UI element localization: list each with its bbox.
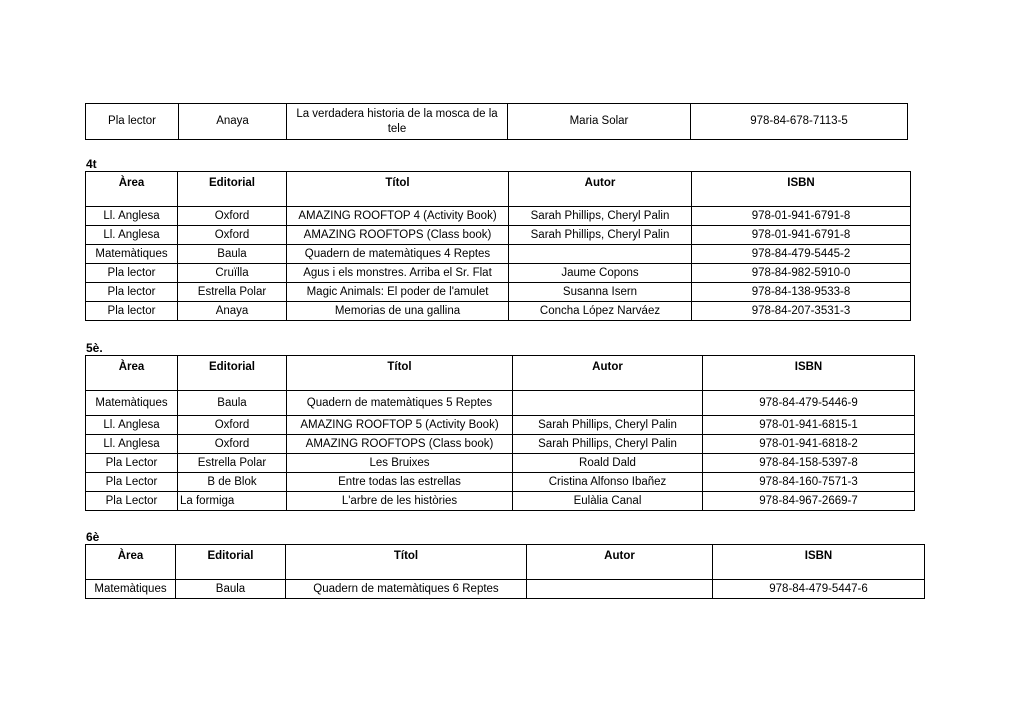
cell-author: Concha López Narváez (509, 302, 692, 321)
cell-isbn: 978-84-207-3531-3 (692, 302, 911, 321)
cell-title: AMAZING ROOFTOPS (Class book) (287, 435, 513, 454)
header-author: Autor (527, 545, 713, 580)
cell-area: Pla lector (86, 283, 178, 302)
cell-isbn: 978-01-941-6815-1 (703, 416, 915, 435)
cell-editorial: Cruïlla (178, 264, 287, 283)
cell-author: Sarah Phillips, Cheryl Palin (513, 416, 703, 435)
table-row (86, 207, 911, 226)
cell-author: Jaume Copons (509, 264, 692, 283)
cell-area: Matemàtiques (86, 391, 178, 416)
cell-isbn: 978-84-138-9533-8 (692, 283, 911, 302)
header-isbn: ISBN (692, 172, 911, 207)
cell-editorial: Estrella Polar (178, 283, 287, 302)
cell-area: Pla lector (86, 104, 179, 140)
section-label-5e: 5è. (86, 341, 103, 355)
table-row (86, 264, 911, 283)
section-label-4t: 4t (86, 157, 97, 171)
cell-editorial: Baula (176, 580, 286, 599)
header-author: Autor (509, 172, 692, 207)
cell-isbn: 978-84-479-5446-9 (703, 391, 915, 416)
cell-area: Ll. Anglesa (86, 207, 178, 226)
cell-title: AMAZING ROOFTOP 5 (Activity Book) (287, 416, 513, 435)
section-label-6e: 6è (86, 530, 100, 544)
header-editorial: Editorial (176, 545, 286, 580)
header-area: Àrea (86, 356, 178, 391)
table-header-row (86, 356, 915, 391)
cell-author: Roald Dald (513, 454, 703, 473)
header-isbn: ISBN (703, 356, 915, 391)
header-editorial: Editorial (178, 356, 287, 391)
cell-author (513, 391, 703, 416)
table-row (86, 283, 911, 302)
cell-area: Pla Lector (86, 454, 178, 473)
cell-title: Entre todas las estrellas (287, 473, 513, 492)
table-row (86, 391, 915, 416)
cell-area: Matemàtiques (86, 580, 176, 599)
table-row (86, 104, 908, 140)
cell-author: Maria Solar (508, 104, 691, 140)
cell-author (509, 245, 692, 264)
table-row (86, 226, 911, 245)
header-area: Àrea (86, 545, 176, 580)
cell-area: Matemàtiques (86, 245, 178, 264)
table-6e (85, 544, 925, 599)
top-table (85, 103, 908, 140)
cell-area: Pla lector (86, 264, 178, 283)
cell-editorial: Baula (178, 391, 287, 416)
cell-editorial: B de Blok (178, 473, 287, 492)
cell-editorial: Oxford (178, 207, 287, 226)
cell-isbn: 978-84-158-5397-8 (703, 454, 915, 473)
cell-title: Magic Animals: El poder de l'amulet (287, 283, 509, 302)
cell-isbn: 978-01-941-6791-8 (692, 226, 911, 245)
table-row (86, 473, 915, 492)
table-header-row (86, 172, 911, 207)
cell-isbn: 978-01-941-6791-8 (692, 207, 911, 226)
table-row (86, 416, 915, 435)
cell-area: Pla Lector (86, 473, 178, 492)
cell-title: AMAZING ROOFTOPS (Class book) (287, 226, 509, 245)
cell-isbn: 978-84-160-7571-3 (703, 473, 915, 492)
cell-title: Quadern de matemàtiques 5 Reptes (287, 391, 513, 416)
cell-isbn: 978-01-941-6818-2 (703, 435, 915, 454)
table-row (86, 245, 911, 264)
cell-isbn: 978-84-967-2669-7 (703, 492, 915, 511)
cell-title: AMAZING ROOFTOP 4 (Activity Book) (287, 207, 509, 226)
table-header-row (86, 545, 925, 580)
table-row (86, 492, 915, 511)
header-title: Títol (287, 172, 509, 207)
cell-title: La verdadera historia de la mosca de la tele (287, 104, 508, 140)
cell-editorial: La formiga (178, 492, 287, 511)
cell-author (527, 580, 713, 599)
cell-editorial: Anaya (178, 302, 287, 321)
table-row (86, 302, 911, 321)
table-row (86, 454, 915, 473)
table-row (86, 435, 915, 454)
cell-title: Quadern de matemàtiques 6 Reptes (286, 580, 527, 599)
cell-area: Ll. Anglesa (86, 416, 178, 435)
cell-area: Ll. Anglesa (86, 435, 178, 454)
cell-editorial: Oxford (178, 226, 287, 245)
header-editorial: Editorial (178, 172, 287, 207)
cell-author: Sarah Phillips, Cheryl Palin (513, 435, 703, 454)
header-title: Títol (287, 356, 513, 391)
cell-title: Quadern de matemàtiques 4 Reptes (287, 245, 509, 264)
table-row (86, 580, 925, 599)
table-4t (85, 171, 911, 321)
cell-title: Agus i els monstres. Arriba el Sr. Flat (287, 264, 509, 283)
cell-isbn: 978-84-479-5445-2 (692, 245, 911, 264)
cell-title: Les Bruixes (287, 454, 513, 473)
header-isbn: ISBN (713, 545, 925, 580)
cell-area: Ll. Anglesa (86, 226, 178, 245)
cell-editorial: Oxford (178, 416, 287, 435)
cell-editorial: Estrella Polar (178, 454, 287, 473)
cell-area: Pla Lector (86, 492, 178, 511)
cell-title: L'arbre de les històries (287, 492, 513, 511)
cell-isbn: 978-84-479-5447-6 (713, 580, 925, 599)
cell-editorial: Oxford (178, 435, 287, 454)
header-area: Àrea (86, 172, 178, 207)
cell-author: Sarah Phillips, Cheryl Palin (509, 207, 692, 226)
table-5e (85, 355, 915, 511)
cell-author: Sarah Phillips, Cheryl Palin (509, 226, 692, 245)
cell-author: Susanna Isern (509, 283, 692, 302)
cell-editorial: Anaya (179, 104, 287, 140)
header-title: Títol (286, 545, 527, 580)
cell-area: Pla lector (86, 302, 178, 321)
cell-title: Memorias de una gallina (287, 302, 509, 321)
cell-isbn: 978-84-982-5910-0 (692, 264, 911, 283)
cell-author: Eulàlia Canal (513, 492, 703, 511)
header-author: Autor (513, 356, 703, 391)
cell-isbn: 978-84-678-7113-5 (691, 104, 908, 140)
cell-editorial: Baula (178, 245, 287, 264)
cell-author: Cristina Alfonso Ibañez (513, 473, 703, 492)
